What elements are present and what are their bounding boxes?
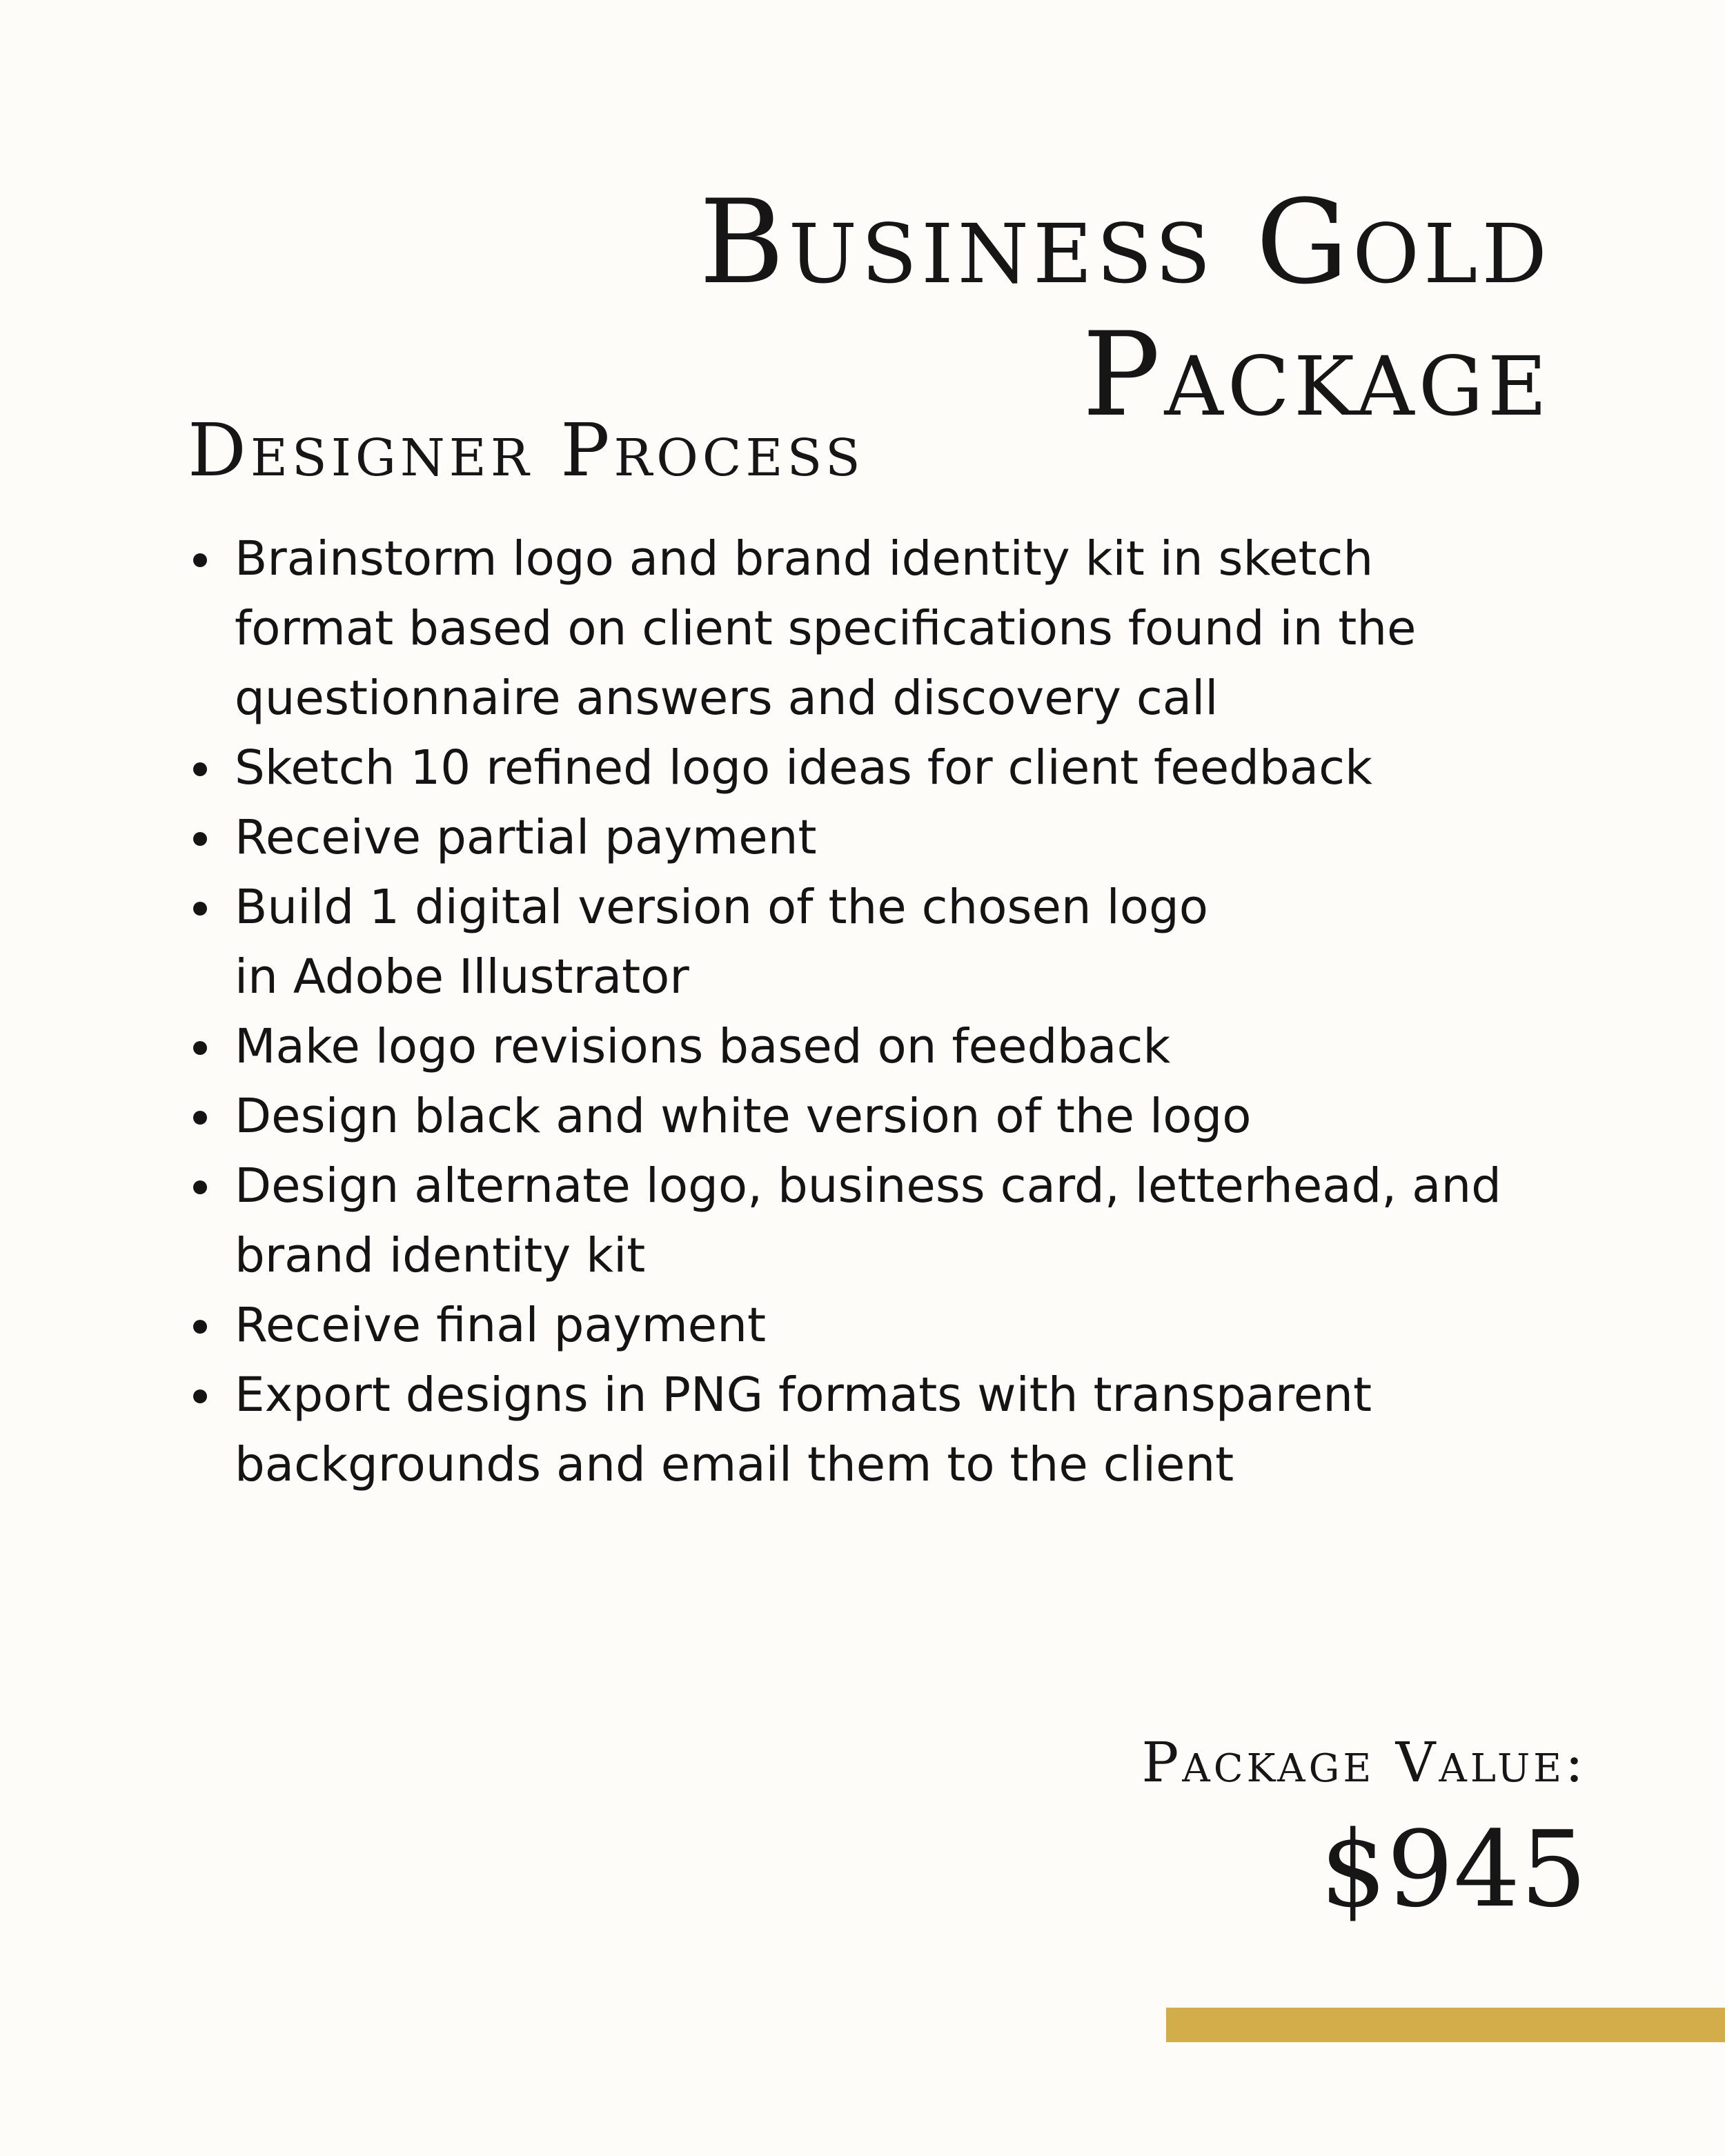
package-title-line-1: Business Gold bbox=[699, 175, 1551, 310]
step-line: Receive partial payment bbox=[235, 810, 817, 865]
step-line: backgrounds and email them to the client bbox=[235, 1437, 1234, 1492]
step-line: Design black and white version of the logo bbox=[235, 1089, 1252, 1144]
step-line: Receive final payment bbox=[235, 1298, 767, 1353]
package-title-line-2: Package bbox=[1082, 307, 1551, 442]
process-step bbox=[235, 803, 1601, 873]
step-line: Design alternate logo, business card, letterhead, and bbox=[235, 1158, 1501, 1214]
process-step bbox=[235, 524, 1601, 733]
process-step bbox=[235, 873, 1601, 1012]
step-line: Export designs in PNG formats with transparent bbox=[235, 1367, 1372, 1423]
package-title bbox=[699, 176, 1551, 441]
step-line: Make logo revisions based on feedback bbox=[235, 1019, 1171, 1074]
process-step bbox=[235, 1012, 1601, 1082]
designer-process-heading: Designer Process bbox=[188, 408, 865, 493]
step-line: Sketch 10 refined logo ideas for client feedback bbox=[235, 740, 1372, 795]
step-line: format based on client specifications found in the bbox=[235, 601, 1417, 656]
process-step bbox=[235, 1291, 1601, 1361]
step-line: in Adobe Illustrator bbox=[235, 949, 689, 1005]
step-line: brand identity kit bbox=[235, 1228, 646, 1283]
gold-accent-bar bbox=[1166, 2008, 1725, 2042]
step-line: Brainstorm logo and brand identity kit in sketch bbox=[235, 531, 1374, 586]
step-line: questionnaire answers and discovery call bbox=[235, 671, 1219, 726]
process-steps-list bbox=[235, 524, 1601, 1500]
process-step bbox=[235, 733, 1601, 803]
process-step bbox=[235, 1151, 1601, 1291]
package-value-amount: $945 bbox=[1320, 1808, 1587, 1930]
process-step bbox=[235, 1361, 1601, 1500]
process-step bbox=[235, 1082, 1601, 1151]
step-line: Build 1 digital version of the chosen logo bbox=[235, 880, 1208, 935]
package-value-label: Package Value: bbox=[1141, 1730, 1587, 1794]
